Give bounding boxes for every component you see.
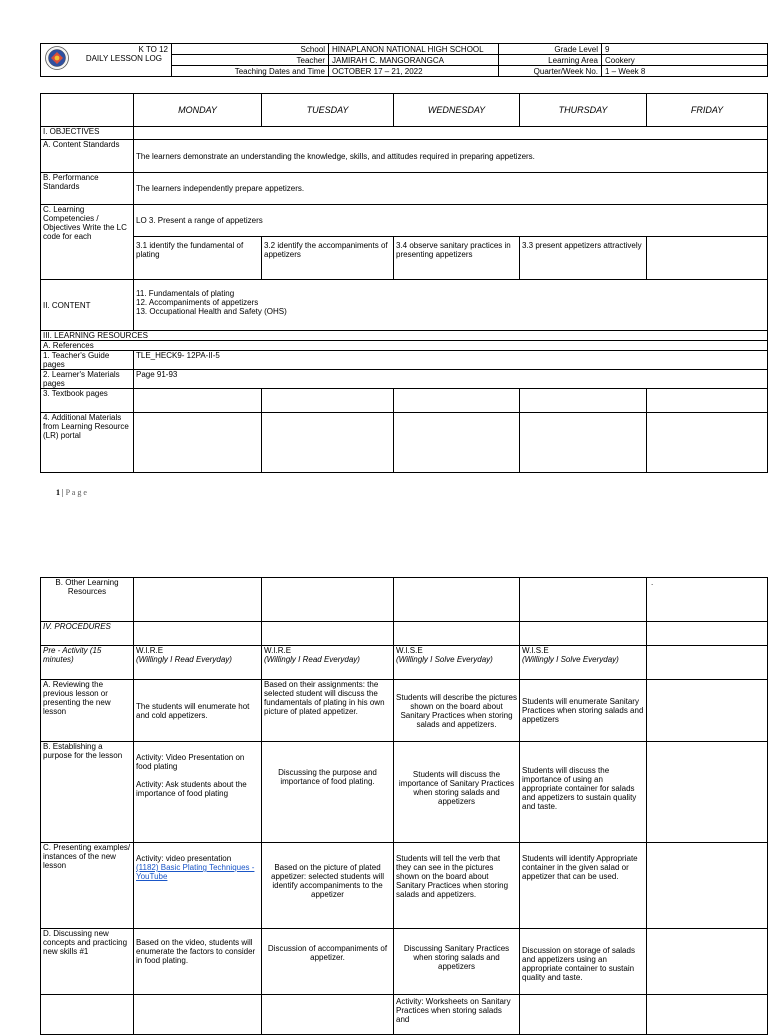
lm-label: 2. Learner's Materials pages	[41, 370, 134, 389]
page-number: 1	[56, 488, 60, 497]
lc-wednesday: 3.4 observe sanitary practices in presenting appetizers	[394, 237, 520, 280]
tg-value: TLE_HECK9- 12PA-II-5	[134, 351, 768, 370]
school-value: HINAPLANON NATIONAL HIGH SCHOOL	[329, 44, 499, 55]
area-label: Learning Area	[499, 55, 602, 66]
b-tuesday: Discussing the purpose and importance of food plating.	[262, 742, 394, 843]
content-list	[134, 280, 768, 331]
e-label	[41, 995, 134, 1035]
quarter-label: Quarter/Week No.	[499, 66, 602, 77]
d-label: D. Discussing new concepts and practicing new skills #1	[41, 929, 134, 995]
competencies-label: C. Learning Competencies / Objectives Write the LC code for each	[41, 205, 134, 280]
dates-label: Teaching Dates and Time	[172, 66, 329, 77]
d-wednesday: Discussing Sanitary Practices when storing salads and appetizers	[394, 929, 520, 995]
pre-monday: W.I.R.E (Willingly I Read Everyday)	[134, 646, 262, 680]
content-item-3: 13. Occupational Health and Safety (OHS)	[136, 307, 287, 316]
page2-table	[40, 577, 768, 1035]
lc-thursday: 3.3 present appetizers attractively	[520, 237, 647, 280]
day-friday: FRIDAY	[647, 94, 768, 127]
a-tuesday: Based on their assignments: the selected student will discuss the fundamentals of plating in his own picture of plated appetizer.	[262, 680, 394, 742]
a-wednesday: Students will describe the pictures shown on the board about Sanitary Practices when storing salads and appetizers.	[394, 680, 520, 742]
youtube-link[interactable]: (1182) Basic Plating Techniques - YouTube	[136, 863, 255, 881]
a-label: A. Reviewing the previous lesson or presenting the new lesson	[41, 680, 134, 742]
content-standards-text: The learners demonstrate an understanding the knowledge, skills, and attitudes required in preparing appetizers.	[134, 140, 768, 173]
d-tuesday: Discussion of accompaniments of appetizer.	[262, 929, 394, 995]
dll-title: DAILY LESSON LOG	[85, 54, 162, 63]
competencies-main: LO 3. Present a range of appetizers	[134, 205, 768, 237]
page1-table	[40, 93, 768, 473]
lm-value: Page 91-93	[134, 370, 768, 389]
day-monday: MONDAY	[134, 94, 262, 127]
day-wednesday: WEDNESDAY	[394, 94, 520, 127]
performance-standards-text: The learners independently prepare appetizers.	[134, 173, 768, 205]
quarter-value: 1 – Week 8	[602, 66, 768, 77]
content-item-1: 11. Fundamentals of plating	[136, 289, 235, 298]
day-thursday: THURSDAY	[520, 94, 647, 127]
additional-materials-label: 4. Additional Materials from Learning Resource (LR) portal	[41, 413, 134, 473]
performance-standards-label: B. Performance Standards	[41, 173, 134, 205]
page-word: P a g e	[65, 488, 87, 497]
e-wednesday: Activity: Worksheets on Sanitary Practices when storing salads and	[394, 995, 520, 1035]
c-tuesday: Based on the picture of plated appetizer: selected students will identify accompaniments to the appetizer	[262, 843, 394, 929]
textbook-label: 3. Textbook pages	[41, 389, 134, 413]
area-value: Cookery	[602, 55, 768, 66]
dates-value: OCTOBER 17 – 21, 2022	[329, 66, 499, 77]
content-item-2: 12. Accompaniments of appetizers	[136, 298, 259, 307]
program-label: K TO 12	[138, 45, 168, 54]
c-monday: Activity: video presentation (1182) Basic Plating Techniques - YouTube	[134, 843, 262, 929]
d-thursday: Discussion on storage of salads and appetizers using an appropriate container to sustain quality and taste.	[520, 929, 647, 995]
teacher-value: JAMIRAH C. MANGORANGCA	[329, 55, 499, 66]
b-label: B. Establishing a purpose for the lesson	[41, 742, 134, 843]
pre-activity-label: Pre - Activity (15 minutes)	[41, 646, 134, 680]
objectives-heading: I. OBJECTIVES	[41, 127, 134, 140]
lc-tuesday: 3.2 identify the accompaniments of appetizers	[262, 237, 394, 280]
b-monday: Activity: Video Presentation on food plating Activity: Ask students about the importance of food plating	[134, 742, 262, 843]
pre-tuesday: W.I.R.E (Willingly I Read Everyday)	[262, 646, 394, 680]
stray-dot: .	[647, 578, 768, 622]
other-resources-label: B. Other Learning Resources	[41, 578, 134, 622]
content-label: II. CONTENT	[41, 280, 134, 331]
resources-heading: III. LEARNING RESOURCES	[41, 331, 768, 341]
tg-label: 1. Teacher's Guide pages	[41, 351, 134, 370]
grade-label: Grade Level	[499, 44, 602, 55]
b-thursday: Students will discuss the importance of using an appropriate container for salads and appetizers to sustain quality and taste.	[520, 742, 647, 843]
grade-value: 9	[602, 44, 768, 55]
school-label: School	[172, 44, 329, 55]
pre-wednesday: W.I.S.E (Willingly I Solve Everyday)	[394, 646, 520, 680]
procedures-heading: IV. PROCEDURES	[41, 622, 134, 646]
lc-monday: 3.1 identify the fundamental of plating	[134, 237, 262, 280]
c-label: C. Presenting examples/ instances of the new lesson	[41, 843, 134, 929]
references-heading: A. References	[41, 341, 768, 351]
c-thursday: Students will identify Appropriate container in the given salad or appetizer that can be used.	[520, 843, 647, 929]
d-monday: Based on the video, students will enumerate the factors to consider in food plating.	[134, 929, 262, 995]
header-title-cell	[41, 44, 172, 77]
teacher-label: Teacher	[172, 55, 329, 66]
b-wednesday: Students will discuss the importance of Sanitary Practices when storing salads and appetizers	[394, 742, 520, 843]
a-thursday: Students will enumerate Sanitary Practices when storing salads and appetizers	[520, 680, 647, 742]
day-corner	[41, 94, 134, 127]
header-table	[40, 43, 768, 77]
pre-thursday: W.I.S.E (Willingly I Solve Everyday)	[520, 646, 647, 680]
day-tuesday: TUESDAY	[262, 94, 394, 127]
c-wednesday: Students will tell the verb that they can see in the pictures shown on the board about Sanitary Practices when storing salads and appetizers.	[394, 843, 520, 929]
content-standards-label: A. Content Standards	[41, 140, 134, 173]
a-monday: The students will enumerate hot and cold appetizers.	[134, 680, 262, 742]
page-number-footer: 1 | P a g e	[56, 488, 87, 497]
